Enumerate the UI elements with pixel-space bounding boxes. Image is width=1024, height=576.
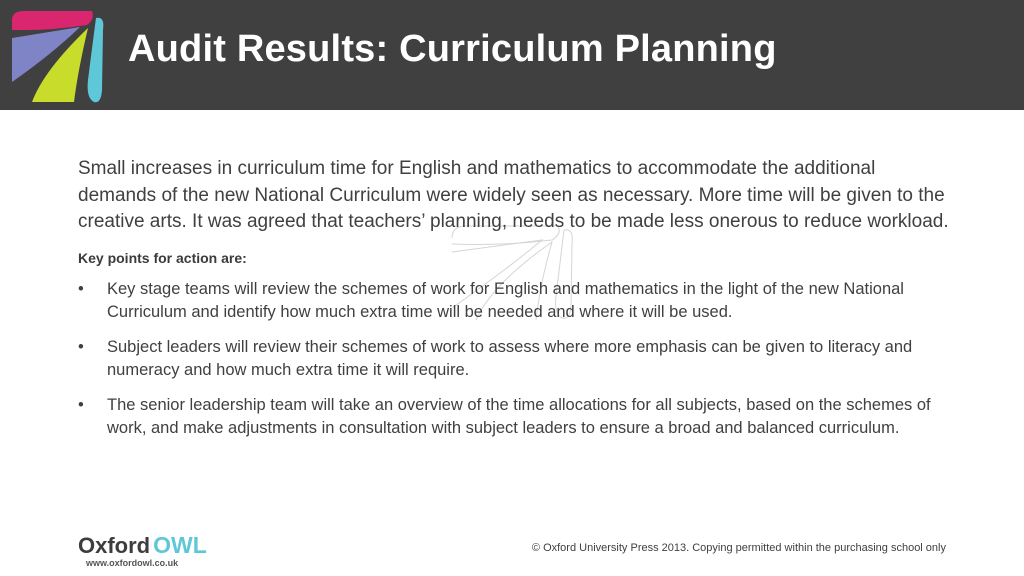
bullet-marker: • (78, 337, 84, 356)
website-link[interactable]: www.oxfordowl.co.uk (86, 558, 179, 568)
bullet-marker: • (78, 395, 84, 414)
key-points-heading: Key points for action are: (78, 249, 247, 266)
page-title: Audit Results: Curriculum Planning (128, 28, 777, 70)
list-item-text: Subject leaders will review their schemes of work to assess where more emphasis can be given to literacy and numeracy and how much extra time it will require. (107, 337, 913, 379)
list-item (78, 278, 958, 324)
list-item (78, 336, 958, 382)
list-item (78, 394, 958, 440)
oxford-owl-wordmark (78, 533, 207, 558)
list-item-text: The senior leadership team will take an overview of the time allocations for all subjects, based on the schemes of work, and make adjustments in consultation with subject leaders to ensure a broad and balanced curriculum. (107, 395, 931, 437)
logo-word-oxford: Oxford (78, 533, 151, 558)
oxford-owl-feather-logo-icon (8, 8, 108, 104)
intro-paragraph: Small increases in curriculum time for English and mathematics to accommodate the additional demands of the new National Curriculum were widely seen as necessary. More time will be given to the creative arts. It was agreed that teachers’ planning, needs to be made less onerous to reduce workload. (78, 158, 949, 232)
copyright-notice: © Oxford University Press 2013. Copying permitted within the purchasing school only (531, 542, 946, 554)
header-bar (0, 0, 1024, 110)
main-content (78, 156, 958, 452)
oxford-owl-footer-logo[interactable] (78, 533, 207, 568)
list-item-text: Key stage teams will review the schemes of work for English and mathematics in the light of the new National Curriculum and identify how much extra time will be needed and where it will be used. (107, 279, 904, 321)
bullet-marker: • (78, 279, 84, 298)
logo-word-owl: OWL (153, 532, 207, 558)
action-points-list (78, 278, 958, 440)
